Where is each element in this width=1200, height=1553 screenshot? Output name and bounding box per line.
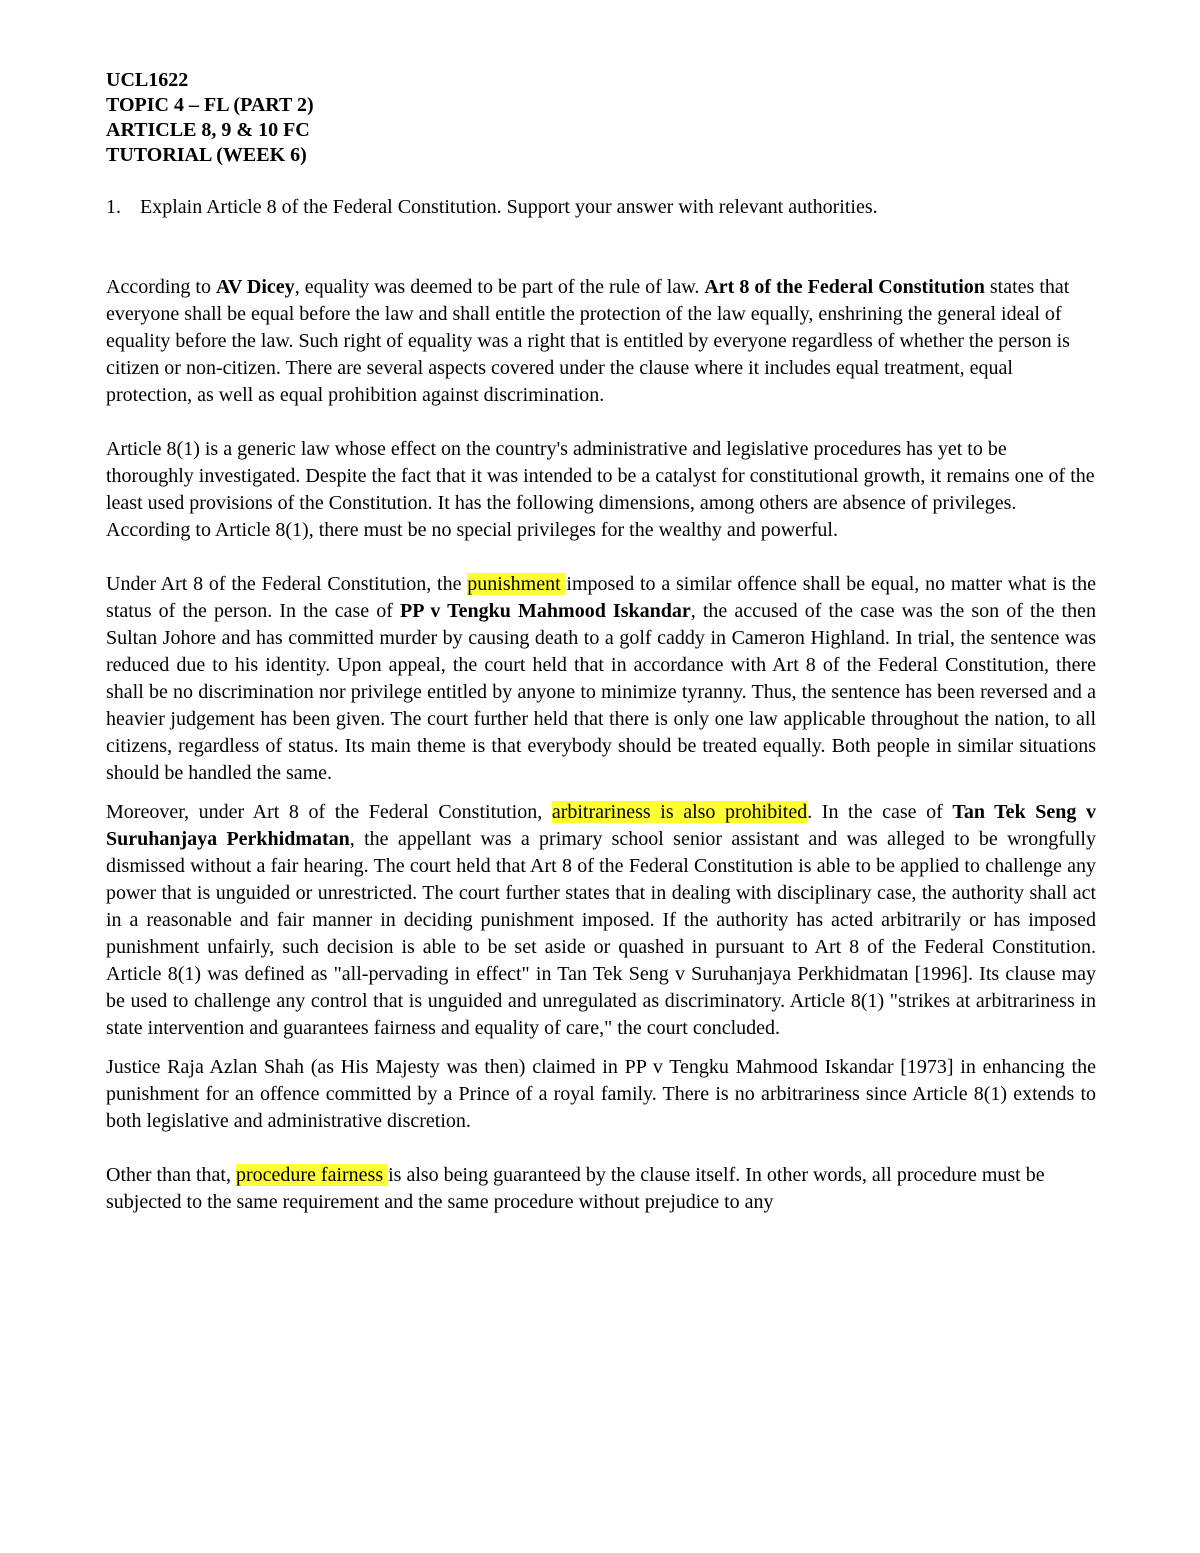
tutorial-title: TUTORIAL (WEEK 6) [106, 144, 307, 166]
para3-text-2: imposed to a similar offence shall be equal, no matter what is the status of the person. In the case of [106, 573, 1096, 622]
document-page [106, 68, 1096, 1216]
para1-text-2: , equality was deemed to be part of the rule of law. [294, 276, 705, 298]
highlight-punishment: punishment [467, 573, 567, 595]
paragraph-raja-azlan-shah: Justice Raja Azlan Shah (as His Majesty was then) claimed in PP v Tengku Mahmood Iskandar [1973] in enhancing the punishment for an offence committed by a Prince of a royal family. There is no arbitrariness since Article 8(1) extends to both legislative and administrative discretion. [106, 1056, 1096, 1132]
para1-text-1: According to [106, 276, 216, 298]
para3-text-1: Under Art 8 of the Federal Constitution, the [106, 573, 468, 595]
para3-text-3: , the accused of the case was the son of the then Sultan Johore and has committed murder by causing death to a golf caddy in Cameron Highland. In trial, the sentence was reduced due to his identity. Upon appeal, the court held that in accordance with Art 8 of the Federal Constitution, there shall be no discrimination nor privilege entitled by anyone to minimize tyranny. Thus, the sentence has been reversed and a heavier judgement has been given. The court further held that there is only one law applicable throughout the nation, to all citizens, regardless of status. Its main theme is that everybody should be treated equally. Both people in similar situations should be handled the same. [106, 600, 1096, 784]
case-name-pp-v-tengku: PP v Tengku Mahmood Iskandar [400, 600, 691, 622]
articles-title: ARTICLE 8, 9 & 10 FC [106, 119, 310, 141]
question-number: 1. [106, 196, 121, 218]
document-header [106, 68, 1096, 168]
para1-text-3: states that everyone shall be equal before the law and shall entitle the protection of the law equally, enshrining the general ideal of equality before the law. Such right of equality was a right that is entitled by everyone regardless of whether the person is citizen or non-citizen. There are several aspects covered under the clause where it includes equal treatment, equal protection, as well as equal prohibition against discrimination. [106, 276, 1070, 406]
paragraph-dicey [106, 274, 1096, 409]
paragraph-procedure-fairness [106, 1162, 1096, 1216]
topic-title: TOPIC 4 – FL (PART 2) [106, 94, 314, 116]
paragraph-punishment [106, 571, 1096, 787]
para4-text-1: Moreover, under Art 8 of the Federal Constitution, [106, 801, 552, 823]
highlight-procedure-fairness: procedure fairness [235, 1164, 389, 1186]
para4-text-3: , the appellant was a primary school senior assistant and was alleged to be wrongfully dismissed without a fair hearing. The court held that Art 8 of the Federal Constitution is able to be applied to challenge any power that is unguided or unrestricted. The court further states that in dealing with disciplinary case, the authority shall act in a reasonable and fair manner in deciding punishment imposed. If the authority has acted arbitrarily or has imposed punishment unfairly, such decision is able to be set aside or quashed in pursuant to Art 8 of the Federal Constitution. Article 8(1) was defined as "all-pervading in effect" in Tan Tek Seng v Suruhanjaya Perkhidmatan [1996]. Its clause may be used to challenge any control that is unguided and unregulated as discriminatory. Article 8(1) "strikes at arbitrariness in state intervention and guarantees fairness and equality of care," the court concluded. [106, 828, 1096, 1039]
para1-bold-art8: Art 8 of the Federal Constitution [704, 276, 985, 298]
para6-text-1: Other than that, [106, 1164, 236, 1186]
paragraph-article-8-1: Article 8(1) is a generic law whose effect on the country's administrative and legislative procedures has yet to be thoroughly investigated. Despite the fact that it was intended to be a catalyst for constitutional growth, it remains one of the least used provisions of the Constitution. It has the following dimensions, among others are absence of privileges. According to Article 8(1), there must be no special privileges for the wealthy and powerful. [106, 438, 1095, 541]
highlight-arbitrariness: arbitrariness is also prohibited [551, 801, 808, 823]
para4-text-2: . In the case of [807, 801, 953, 823]
para6-text-2: is also being guaranteed by the clause itself. In other words, all procedure must be subjected to the same requirement and the same procedure without prejudice to any [106, 1164, 1045, 1213]
case-name-tan-tek-seng: Tan Tek Seng v Suruhanjaya Perkhidmatan [106, 801, 1096, 850]
course-code: UCL1622 [106, 69, 189, 91]
paragraph-arbitrariness [106, 799, 1096, 1042]
question-1 [106, 194, 1096, 221]
para1-bold-dicey: AV Dicey [215, 276, 295, 298]
question-text: Explain Article 8 of the Federal Constitution. Support your answer with relevant authorities. [140, 196, 878, 218]
